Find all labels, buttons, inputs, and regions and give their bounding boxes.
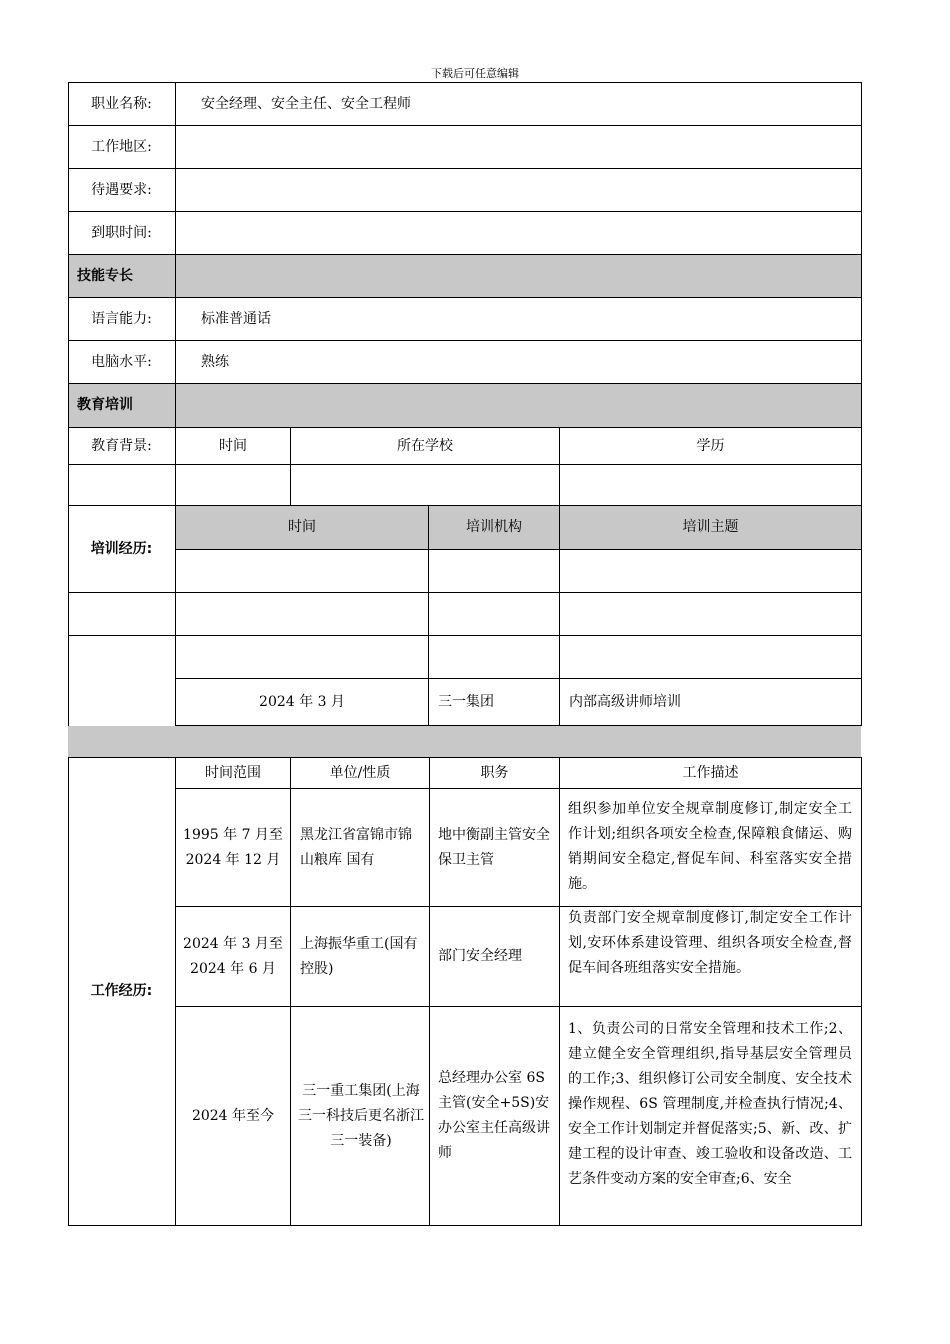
- training-topic: 内部高级讲师培训: [569, 693, 681, 710]
- work-row1-position: 地中衡副主管安全保卫主管: [438, 826, 550, 868]
- work-row3-desc: 1、负责公司的日常安全管理和技术工作;2、建立健全安全管理组织,指导基层安全管理员的工作;3、组织修订公司安全制度、安全技术操作规程、6S 管理制度,并检查执行情况;4、安全工作计划制定并督促落实;5、新、改、扩建工程的设计审查、竣工验收和设备改造、工艺条件变动方案的安全审查;6、安全: [568, 1021, 852, 1187]
- label-salary: 待遇要求:: [91, 181, 152, 198]
- work-row2-time: 2024 年 3 月至 2024 年 6 月: [183, 935, 283, 977]
- label-work-experience: 工作经历:: [90, 983, 153, 999]
- label-start-date: 到职时间:: [91, 224, 152, 241]
- separator-band: [68, 726, 861, 757]
- section-title-skills: 技能专长: [77, 267, 133, 284]
- work-row2-position: 部门安全经理: [438, 948, 522, 964]
- section-title-education: 教育培训: [77, 397, 133, 413]
- work-row3-time: 2024 年至今: [191, 1107, 275, 1124]
- work-row3-unit: 三一重工集团(上海三一科技后更名浙江三一装备): [298, 1082, 424, 1149]
- work-row2-desc: 负责部门安全规章制度修订,制定安全工作计划,安环体系建设管理、组织各项安全检查,督促车间各班组落实安全措施。: [568, 910, 852, 976]
- work-header-time: 时间范围: [205, 764, 261, 781]
- value-computer: 熟练: [201, 353, 229, 370]
- work-header-unit: 单位/性质: [329, 764, 391, 781]
- training-time: 2024 年 3 月: [259, 693, 345, 710]
- education-header-time: 时间: [219, 437, 247, 454]
- value-language: 标准普通话: [201, 310, 271, 327]
- label-job-title: 职业名称:: [91, 95, 152, 112]
- skills-band: [68, 255, 861, 298]
- training-org: 三一集团: [438, 693, 494, 710]
- training-header-topic: 培训主题: [682, 519, 739, 535]
- training-header-org: 培训机构: [466, 519, 522, 535]
- work-header-position: 职务: [480, 764, 509, 781]
- value-job-title: 安全经理、安全主任、安全工程师: [201, 95, 411, 112]
- education-band: [68, 384, 861, 427]
- work-row3-position: 总经理办公室 6S 主管(安全+5S)安办公室主任高级讲师: [438, 1070, 550, 1161]
- work-row1-unit: 黑龙江省富锦市锦山粮库 国有: [300, 826, 412, 868]
- work-row1-time: 1995 年 7 月至 2024 年 12 月: [183, 826, 283, 868]
- value-salary: [201, 169, 851, 211]
- education-header-degree: 学历: [696, 437, 725, 454]
- header-note: 下载后可任意编辑: [431, 67, 519, 80]
- label-training: 培训经历:: [90, 540, 153, 557]
- label-education-background: 教育背景:: [91, 437, 152, 454]
- training-header-time: 时间: [288, 519, 316, 535]
- education-header-school: 所在学校: [397, 437, 453, 454]
- work-row1-desc: 组织参加单位安全规章制度修订,制定安全工作计划;组织各项安全检查,保障粮食储运、购销期间安全稳定,督促车间、科室落实安全措施。: [568, 801, 852, 892]
- label-work-area: 工作地区:: [91, 138, 152, 155]
- value-work-area: [201, 126, 851, 168]
- work-header-desc: 工作描述: [682, 764, 739, 781]
- label-computer: 电脑水平:: [91, 353, 152, 370]
- work-row2-unit: 上海振华重工(国有控股): [300, 935, 418, 977]
- value-start-date: [201, 212, 851, 254]
- label-language: 语言能力:: [91, 310, 152, 327]
